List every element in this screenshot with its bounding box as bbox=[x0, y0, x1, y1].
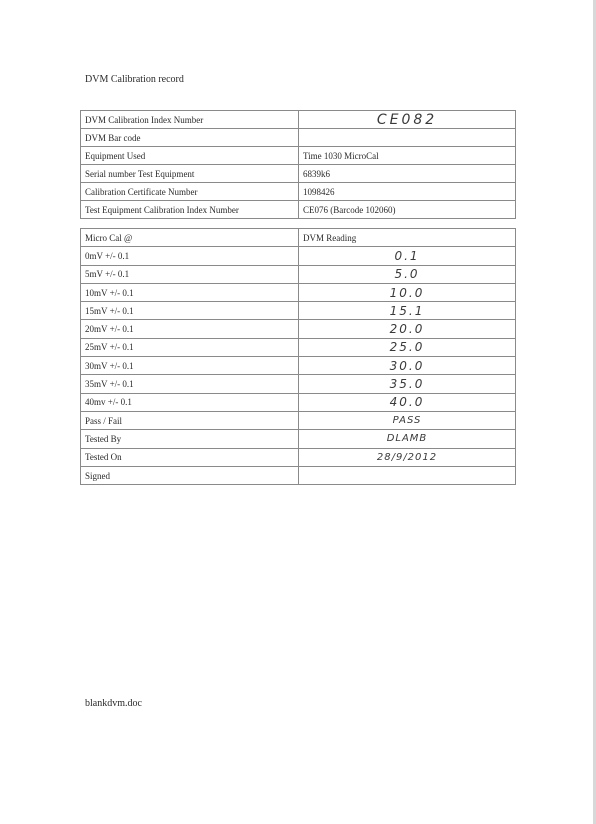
table-header-row bbox=[80, 228, 516, 247]
row-label: 40mv +/- 0.1 bbox=[80, 394, 298, 411]
reading-handwritten: 35.0 bbox=[298, 375, 516, 392]
table-row bbox=[80, 165, 516, 183]
table-row bbox=[80, 357, 516, 375]
reading-handwritten: 25.0 bbox=[298, 339, 516, 356]
row-label: Tested By bbox=[80, 430, 298, 447]
tested-by-handwritten: DLAMB bbox=[298, 430, 516, 447]
table-row bbox=[80, 412, 516, 430]
row-label: 10mV +/- 0.1 bbox=[80, 284, 298, 301]
row-label: Calibration Certificate Number bbox=[80, 183, 298, 200]
header-dvm-reading: DVM Reading bbox=[298, 229, 516, 246]
table-row bbox=[80, 201, 516, 219]
readings-table bbox=[80, 228, 516, 485]
table-row bbox=[80, 247, 516, 265]
row-label: Test Equipment Calibration Index Number bbox=[80, 201, 298, 218]
reading-handwritten: 20.0 bbox=[298, 320, 516, 337]
table-row bbox=[80, 430, 516, 448]
row-value: 1098426 bbox=[298, 183, 516, 200]
reading-handwritten: 30.0 bbox=[298, 357, 516, 374]
reading-handwritten: 0.1 bbox=[298, 247, 516, 264]
row-label: Equipment Used bbox=[80, 147, 298, 164]
row-value bbox=[298, 129, 516, 146]
row-label: 30mV +/- 0.1 bbox=[80, 357, 298, 374]
table-row bbox=[80, 449, 516, 467]
row-label: 5mV +/- 0.1 bbox=[80, 266, 298, 283]
row-label: Signed bbox=[80, 467, 298, 484]
index-number-handwritten: CE082 bbox=[298, 111, 516, 128]
row-label: 20mV +/- 0.1 bbox=[80, 320, 298, 337]
table-row bbox=[80, 467, 516, 485]
row-value: Time 1030 MicroCal bbox=[298, 147, 516, 164]
table-row bbox=[80, 394, 516, 412]
tested-on-handwritten: 28/9/2012 bbox=[298, 449, 516, 466]
row-label: DVM Calibration Index Number bbox=[80, 111, 298, 128]
reading-handwritten: 10.0 bbox=[298, 284, 516, 301]
reading-handwritten: 40.0 bbox=[298, 394, 516, 411]
signature-cell bbox=[298, 467, 516, 484]
row-label: Pass / Fail bbox=[80, 412, 298, 429]
table-row bbox=[80, 147, 516, 165]
table-row bbox=[80, 110, 516, 129]
table-row bbox=[80, 183, 516, 201]
table-row bbox=[80, 375, 516, 393]
table-row bbox=[80, 320, 516, 338]
table-row bbox=[80, 339, 516, 357]
reading-handwritten: 15.1 bbox=[298, 302, 516, 319]
row-label: 15mV +/- 0.1 bbox=[80, 302, 298, 319]
table-row bbox=[80, 302, 516, 320]
row-label: Serial number Test Equipment bbox=[80, 165, 298, 182]
equipment-table bbox=[80, 110, 516, 219]
file-name-footer: blankdvm.doc bbox=[85, 698, 142, 709]
row-label: 0mV +/- 0.1 bbox=[80, 247, 298, 264]
table-row bbox=[80, 129, 516, 147]
row-label: 35mV +/- 0.1 bbox=[80, 375, 298, 392]
header-micro-cal: Micro Cal @ bbox=[80, 229, 298, 246]
row-value: 6839k6 bbox=[298, 165, 516, 182]
reading-handwritten: 5.0 bbox=[298, 266, 516, 283]
row-value: CE076 (Barcode 102060) bbox=[298, 201, 516, 218]
row-label: 25mV +/- 0.1 bbox=[80, 339, 298, 356]
pass-fail-handwritten: PASS bbox=[298, 412, 516, 429]
document-title: DVM Calibration record bbox=[85, 74, 184, 85]
row-label: Tested On bbox=[80, 449, 298, 466]
table-row bbox=[80, 284, 516, 302]
row-label: DVM Bar code bbox=[80, 129, 298, 146]
table-row bbox=[80, 266, 516, 284]
